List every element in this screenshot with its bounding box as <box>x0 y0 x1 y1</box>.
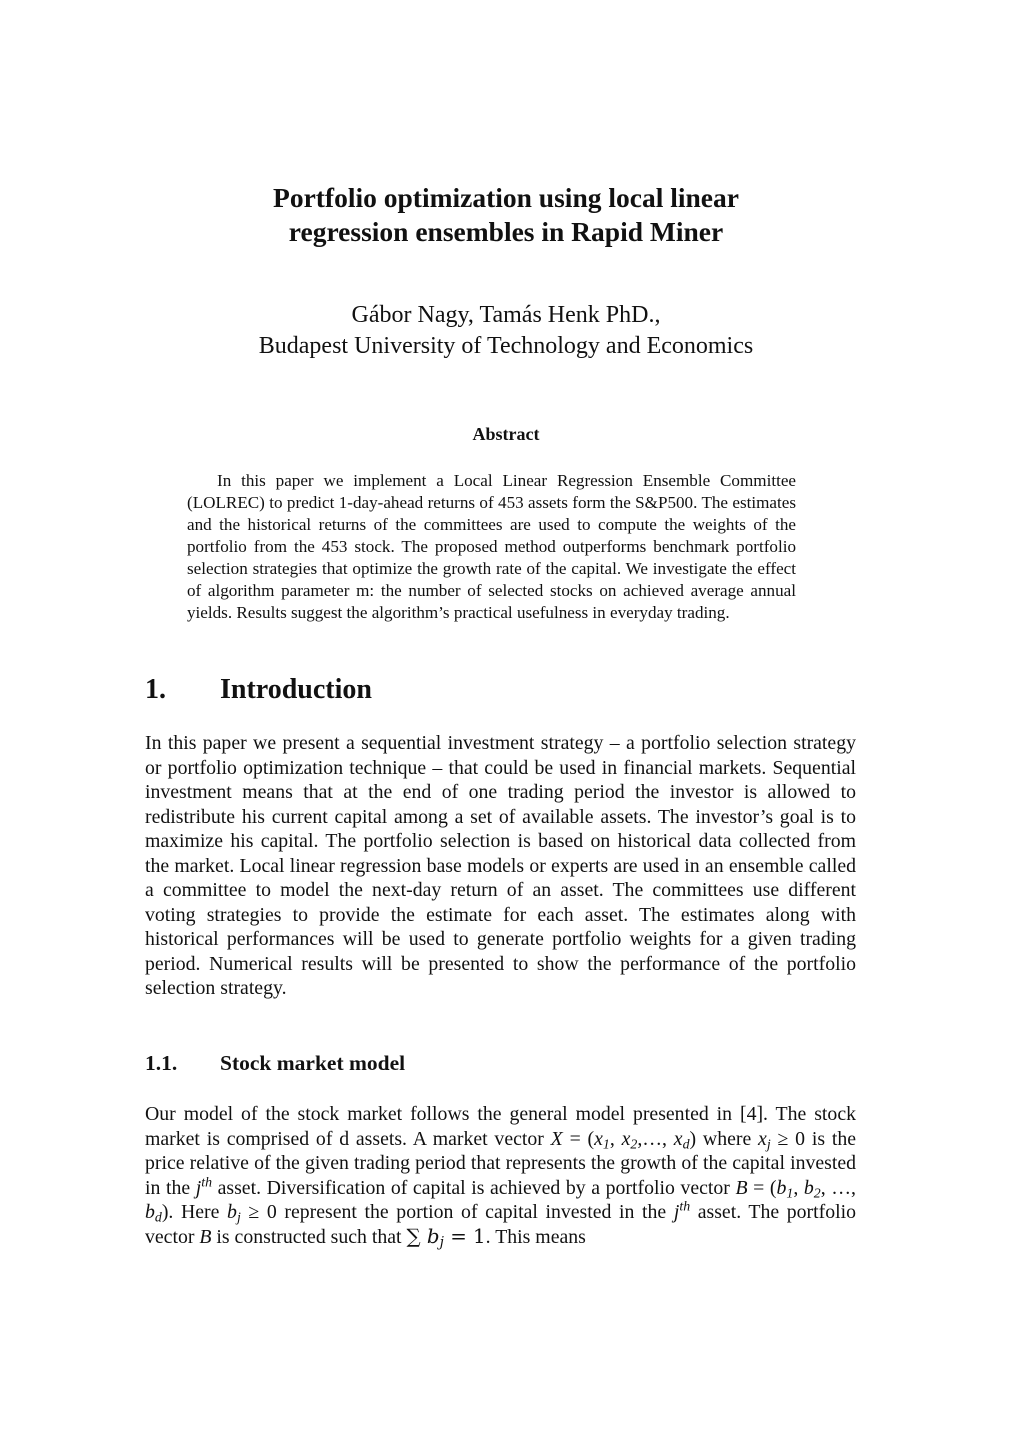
text-run: asset. The portfolio vector <box>145 1201 857 1248</box>
author-names: Gábor Nagy, Tamás Henk PhD., <box>351 302 661 328</box>
title-line-2: regression ensembles in Rapid Miner <box>288 216 724 247</box>
math-b: b <box>227 1201 237 1223</box>
math-b: b <box>145 1201 155 1223</box>
stock-market-paragraph <box>145 1102 856 1249</box>
math-b: b <box>803 1176 814 1199</box>
text-run: , <box>609 1127 622 1150</box>
math-sub: 2 <box>813 1184 821 1200</box>
math-sub: d <box>682 1135 690 1151</box>
math-x: x <box>758 1127 767 1150</box>
math-sub: j <box>236 1209 241 1225</box>
introduction-paragraph: In this paper we present a sequential investment strategy – a portfolio selection strategy or portfolio optimization technique – that could be used in financial markets. Sequential investment means that at the end of one trading period the investor is allowed to redistribute his current capital among a set of available assets. The investor’s goal is to maximize his capital. The portfolio selection is based on historical data collected from the market. Local linear regression base models or experts are used in an ensemble called a committee to model the next-day return of an asset. The committees use different voting strategies to provide the estimate for each asset. The estimates along with historical performances will be used to generate portfolio weights for a given trading period. Numerical results will be presented to show the performance of the portfolio selection strategy. <box>145 732 856 999</box>
authors-block <box>150 300 862 362</box>
section-heading-introduction <box>145 672 372 708</box>
sum-symbol: ∑ <box>406 1224 421 1248</box>
math-B: B <box>735 1176 748 1199</box>
text-run: , …, <box>820 1176 856 1199</box>
math-x: x <box>594 1127 603 1150</box>
text-run: is constructed such that <box>211 1225 407 1248</box>
abstract-text: In this paper we implement a Local Linear Regression Ensemble Committee (LOLREC) to predict 1-day-ahead returns of 453 assets form the S&P500. The estimates and the historical returns of the committees are used to compute the weights of the portfolio from the 453 stock. The proposed method outperforms benchmark portfolio selection strategies that optimize the growth rate of the capital. We investigate the effect of algorithm parameter m: the number of selected stocks on achieved average annual yields. Results suggest the algorithm’s practical usefulness in everyday trading. <box>187 471 796 622</box>
math-sub: j <box>766 1135 771 1151</box>
author-affiliation: Budapest University of Technology and Economics <box>258 333 754 359</box>
text-run: Our model of the stock market follows the general model presented in [4]. The stock market is comprised of d assets. A market vector <box>145 1103 856 1150</box>
math-j: j <box>673 1201 680 1223</box>
paper-title <box>150 181 862 249</box>
text-run: asset. Diversification of capital is achieved by a portfolio vector <box>212 1176 736 1199</box>
text-run: ,…, <box>637 1127 674 1150</box>
subsection-number: 1.1. <box>145 1051 178 1075</box>
math-j: j <box>195 1176 202 1199</box>
text-run: ) where <box>689 1127 759 1150</box>
subsection-heading-stock-market-model <box>145 1049 405 1077</box>
math-x: x <box>673 1127 683 1150</box>
math-sub: d <box>154 1209 162 1225</box>
text-run: ≥ 0 represent the portion of capital invested in the <box>240 1201 674 1223</box>
math-b: b <box>426 1224 440 1248</box>
math-X: X <box>550 1127 563 1150</box>
text-run: ≥ 0 is the price relative of the given trading period that represents the growth of the capital invested in the <box>145 1127 857 1199</box>
math-sub: 2 <box>630 1135 638 1151</box>
math-B: B <box>199 1225 212 1248</box>
math-sup: th <box>679 1198 691 1214</box>
text-run: ). Here <box>161 1201 228 1223</box>
section-number: 1. <box>145 674 166 705</box>
title-line-1: Portfolio optimization using local linear <box>273 182 739 213</box>
sum-formula <box>407 1225 486 1248</box>
math-equals-one: = 1 <box>443 1224 486 1248</box>
section-title: Introduction <box>220 674 372 705</box>
math-sub: j <box>439 1233 444 1250</box>
text-run: = ( <box>562 1127 595 1150</box>
math-b: b <box>776 1176 787 1199</box>
subsection-title: Stock market model <box>220 1051 406 1075</box>
math-x: x <box>621 1127 631 1150</box>
text-run: . This means <box>485 1225 586 1248</box>
math-sub: 1 <box>602 1135 610 1151</box>
abstract-heading: Abstract <box>472 424 540 444</box>
math-sub: 1 <box>786 1184 794 1200</box>
text-run: = ( <box>747 1176 777 1199</box>
text-run: , <box>793 1176 804 1199</box>
math-sup: th <box>201 1173 213 1189</box>
